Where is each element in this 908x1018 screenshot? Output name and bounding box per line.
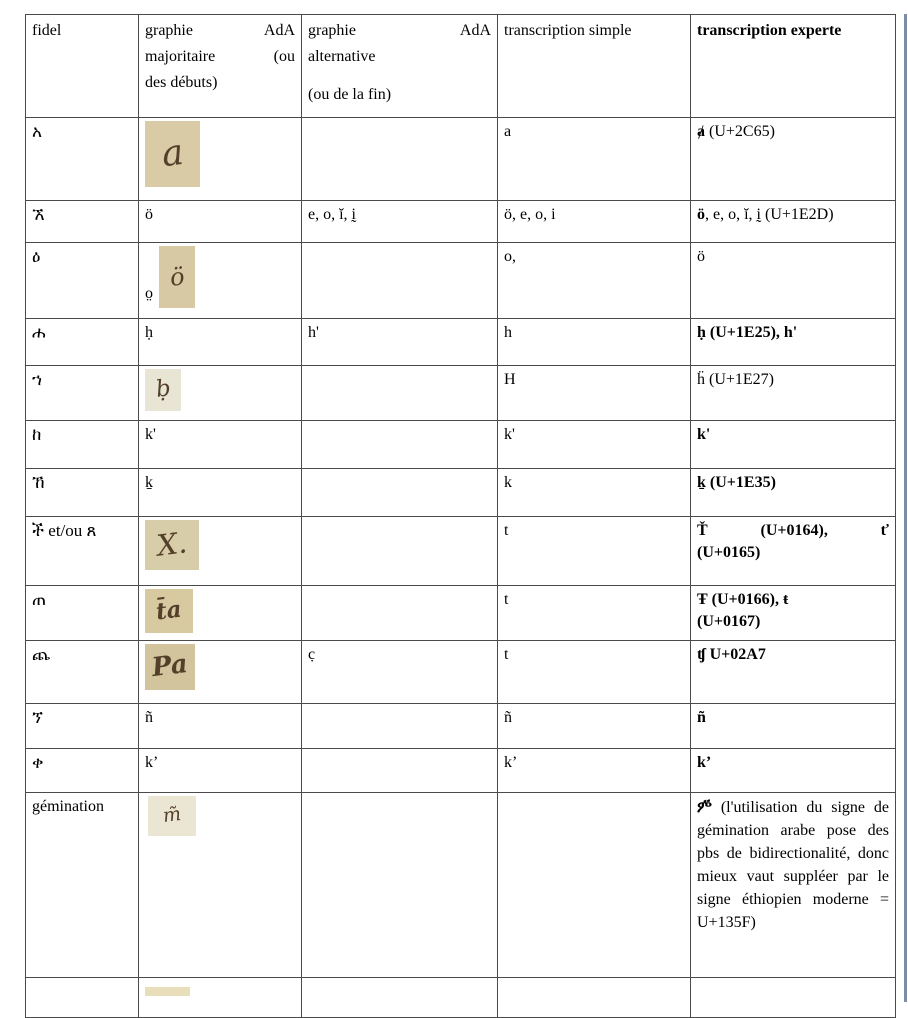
transcription-experte-cell [691,793,896,978]
document-page [0,14,908,1002]
table-row [26,243,896,319]
expert-line: (U+0165) [697,543,761,561]
table-row-partial [26,978,896,1018]
expert-glyph: ö [697,206,705,223]
transcription-experte-cell: ö [691,243,896,319]
transcription-simple-cell: a [498,118,691,201]
transcription-experte-cell: ḵ (U+1E35) [691,469,896,517]
manuscript-glyph-approx: Pa [150,649,190,684]
manuscript-glyph-approx: ḅ [154,375,172,404]
graphie-majoritaire-cell [139,978,302,1018]
table-row [26,201,896,243]
graphie-alternative-cell [302,749,498,793]
fidel-cell [26,978,139,1018]
transcription-experte-cell: ḧ (U+1E27) [691,366,896,421]
expert-glyph: ⱥ [697,123,705,140]
header-line: majoritaire (ou [145,48,295,65]
transcription-simple-cell: H [498,366,691,421]
graphie-alternative-cell: e, o, ĭ, ḭ [302,201,498,243]
header-label: transcription experte [697,22,842,39]
transcription-simple-cell: k' [498,421,691,469]
expert-glyph: ም፟ [697,799,712,816]
manuscript-glyph-image [145,589,193,633]
fidel-transcription-table [25,14,896,1018]
table-row [26,118,896,201]
transcription-experte-cell [691,118,896,201]
header-transcription-experte [691,15,896,118]
graphie-alternative-cell [302,586,498,641]
graphie-text: o̤ [145,285,153,302]
transcription-simple-cell [498,793,691,978]
transcription-simple-cell: h [498,319,691,366]
table-row [26,469,896,517]
manuscript-glyph-image [145,121,200,187]
header-label: transcription simple [504,22,632,39]
table-row [26,704,896,749]
fidel-cell: ኀ [26,366,139,421]
transcription-experte-cell [691,586,896,641]
header-line: des débuts) [145,74,218,91]
header-line: alternative [308,48,376,65]
graphie-alternative-cell [302,517,498,586]
table-row [26,793,896,978]
transcription-simple-cell: o, [498,243,691,319]
manuscript-glyph-image [145,644,195,690]
fidel-cell: ሐ [26,319,139,366]
manuscript-glyph-approx: a [159,131,186,175]
header-transcription-simple [498,15,691,118]
graphie-majoritaire-cell: ñ [139,704,302,749]
header-line: graphie AdA [308,22,491,39]
graphie-alternative-cell [302,793,498,978]
fidel-cell: ች et/ou ጸ [26,517,139,586]
graphie-majoritaire-cell [139,586,302,641]
header-line: (ou de la fin) [308,86,392,103]
transcription-simple-cell: t [498,641,691,704]
manuscript-glyph-image [148,796,196,836]
graphie-majoritaire-cell: ḵ [139,469,302,517]
fidel-cell: አ [26,118,139,201]
graphie-majoritaire-cell: ḥ [139,319,302,366]
manuscript-glyph-image [145,369,181,411]
transcription-simple-cell: t [498,517,691,586]
graphie-majoritaire-cell [139,118,302,201]
graphie-alternative-cell: c̣ [302,641,498,704]
expert-line: (U+0167) [697,612,761,630]
fidel-cell: ዕ [26,243,139,319]
graphie-majoritaire-cell [139,793,302,978]
table-row [26,421,896,469]
graphie-majoritaire-cell: ö [139,201,302,243]
transcription-simple-cell: ö, e, o, i [498,201,691,243]
gemination-note-text: (l'utilisation du signe de gémination arabe pose des pbs de bidirectionalité, donc mieux vaut suppléer par le signe éthiopien moderne = U+135F) [697,799,889,931]
manuscript-glyph-approx: t̄a [154,596,184,626]
transcription-experte-cell [691,201,896,243]
expert-line: Ŧ (U+0166), ŧ [697,591,789,608]
table-row [26,749,896,793]
manuscript-glyph-image [159,246,195,308]
graphie-alternative-cell [302,118,498,201]
graphie-alternative-cell [302,469,498,517]
window-right-border [904,14,907,1002]
transcription-experte-cell: ñ [691,704,896,749]
graphie-majoritaire-cell [139,243,302,319]
fidel-cell: ጠ [26,586,139,641]
manuscript-glyph-image [145,520,199,570]
transcription-simple-cell: k [498,469,691,517]
graphie-majoritaire-cell [139,366,302,421]
expert-line: Ť (U+0164), ť [697,522,889,539]
header-label: fidel [32,22,62,39]
transcription-simple-cell [498,978,691,1018]
transcription-experte-cell: k' [691,421,896,469]
graphie-alternative-cell [302,243,498,319]
table-row [26,319,896,366]
fidel-cell: ኘ [26,704,139,749]
table-row [26,517,896,586]
manuscript-glyph-approx: ö [168,262,186,292]
table-row [26,366,896,421]
transcription-experte-cell [691,517,896,586]
fidel-cell: gémination [26,793,139,978]
transcription-experte-cell: k’ [691,749,896,793]
expert-codepoint: , e, o, ĭ, ḭ (U+1E2D) [705,206,834,223]
graphie-alternative-cell [302,978,498,1018]
gemination-note [697,796,889,934]
manuscript-glyph-image [145,987,190,996]
header-fidel [26,15,139,118]
header-graphie-alternative [302,15,498,118]
header-graphie-majoritaire [139,15,302,118]
transcription-simple-cell: t [498,586,691,641]
table-row [26,586,896,641]
fidel-cell: ኸ [26,469,139,517]
graphie-majoritaire-cell: k’ [139,749,302,793]
fidel-cell: ከ [26,421,139,469]
graphie-majoritaire-cell [139,641,302,704]
transcription-experte-cell [691,978,896,1018]
transcription-simple-cell: ñ [498,704,691,749]
header-line: graphie AdA [145,22,295,39]
header-row [26,15,896,118]
transcription-experte-cell: ḥ (U+1E25), h' [691,319,896,366]
fidel-cell: ቀ [26,749,139,793]
fidel-cell: ኧ [26,201,139,243]
graphie-alternative-cell [302,704,498,749]
graphie-alternative-cell [302,366,498,421]
graphie-alternative-cell [302,421,498,469]
manuscript-glyph-approx: m̃ [161,803,183,828]
transcription-experte-cell: ʧ U+02A7 [691,641,896,704]
transcription-simple-cell: k’ [498,749,691,793]
graphie-alternative-cell: h' [302,319,498,366]
manuscript-glyph-approx: X. [155,525,189,564]
graphie-majoritaire-cell: k' [139,421,302,469]
fidel-cell: ጨ [26,641,139,704]
graphie-majoritaire-cell [139,517,302,586]
table-row [26,641,896,704]
expert-codepoint: (U+2C65) [705,123,775,140]
